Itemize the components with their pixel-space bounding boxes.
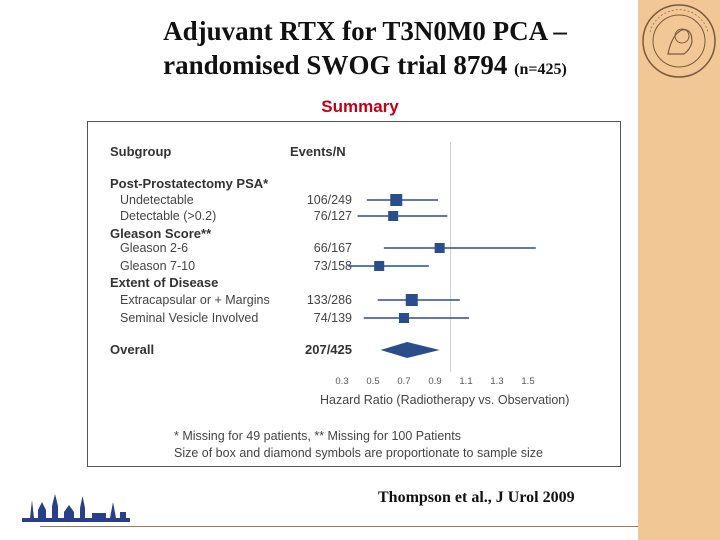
axis-tick-label: 1.1 bbox=[459, 376, 473, 387]
title-sample-size: (n=425) bbox=[514, 61, 567, 78]
overall-diamond bbox=[381, 342, 440, 358]
axis-tick-label: 1.5 bbox=[521, 376, 535, 387]
hazard-ratio-marker bbox=[390, 194, 402, 206]
subgroup-label: Gleason 2-6 bbox=[120, 241, 189, 255]
column-header-subgroup: Subgroup bbox=[110, 144, 172, 159]
city-skyline-icon bbox=[20, 488, 132, 528]
portrait-seal-icon bbox=[640, 2, 718, 80]
subgroup-label: Extracapsular or + Margins bbox=[120, 293, 270, 307]
axis-tick-label: 0.3 bbox=[335, 376, 349, 387]
forest-plot-figure bbox=[87, 121, 621, 467]
column-header-events: Events/N bbox=[290, 144, 346, 159]
footnote-size: Size of box and diamond symbols are proportionate to sample size bbox=[174, 446, 543, 460]
citation: Thompson et al., J Urol 2009 bbox=[378, 489, 575, 506]
footnote-missing: * Missing for 49 patients, ** Missing for 100 Patients bbox=[174, 429, 461, 443]
footer-divider bbox=[40, 526, 638, 527]
slide-title bbox=[100, 14, 630, 87]
title-line-2-text: randomised SWOG trial 8794 bbox=[163, 50, 508, 80]
events-value: 76/127 bbox=[313, 209, 352, 223]
overall-label: Overall bbox=[110, 342, 155, 357]
events-value: 74/139 bbox=[313, 311, 352, 325]
accent-side-bar bbox=[638, 0, 720, 540]
events-value: 133/286 bbox=[306, 293, 352, 307]
subgroup-label: Undetectable bbox=[120, 193, 194, 207]
hazard-ratio-marker bbox=[435, 243, 445, 253]
events-value: 106/249 bbox=[306, 193, 352, 207]
subgroup-label: Seminal Vesicle Involved bbox=[120, 311, 259, 325]
hazard-ratio-marker bbox=[399, 313, 409, 323]
title-line-1: Adjuvant RTX for T3N0M0 PCA – bbox=[163, 16, 567, 46]
axis-tick-label: 0.5 bbox=[366, 376, 380, 387]
axis-tick-label: 0.7 bbox=[397, 376, 411, 387]
subgroup-label: Detectable (>0.2) bbox=[120, 209, 217, 223]
title-line-2 bbox=[100, 48, 630, 87]
axis-label: Hazard Ratio (Radiotherapy vs. Observation) bbox=[320, 393, 570, 407]
hazard-ratio-marker bbox=[406, 294, 418, 306]
subgroup-header: Post-Prostatectomy PSA* bbox=[110, 176, 269, 191]
subgroup-header: Gleason Score** bbox=[110, 226, 212, 241]
axis-tick-label: 1.3 bbox=[490, 376, 504, 387]
hazard-ratio-marker bbox=[388, 211, 398, 221]
slide-subtitle: Summary bbox=[321, 97, 399, 116]
subgroup-header: Extent of Disease bbox=[110, 275, 219, 290]
hazard-ratio-marker bbox=[374, 261, 384, 271]
forest-plot-svg bbox=[88, 122, 622, 468]
events-value: 73/158 bbox=[313, 259, 352, 273]
events-value: 66/167 bbox=[313, 241, 352, 255]
axis-tick-label: 0.9 bbox=[428, 376, 442, 387]
subgroup-label: Gleason 7-10 bbox=[120, 259, 196, 273]
overall-events: 207/425 bbox=[305, 342, 352, 357]
